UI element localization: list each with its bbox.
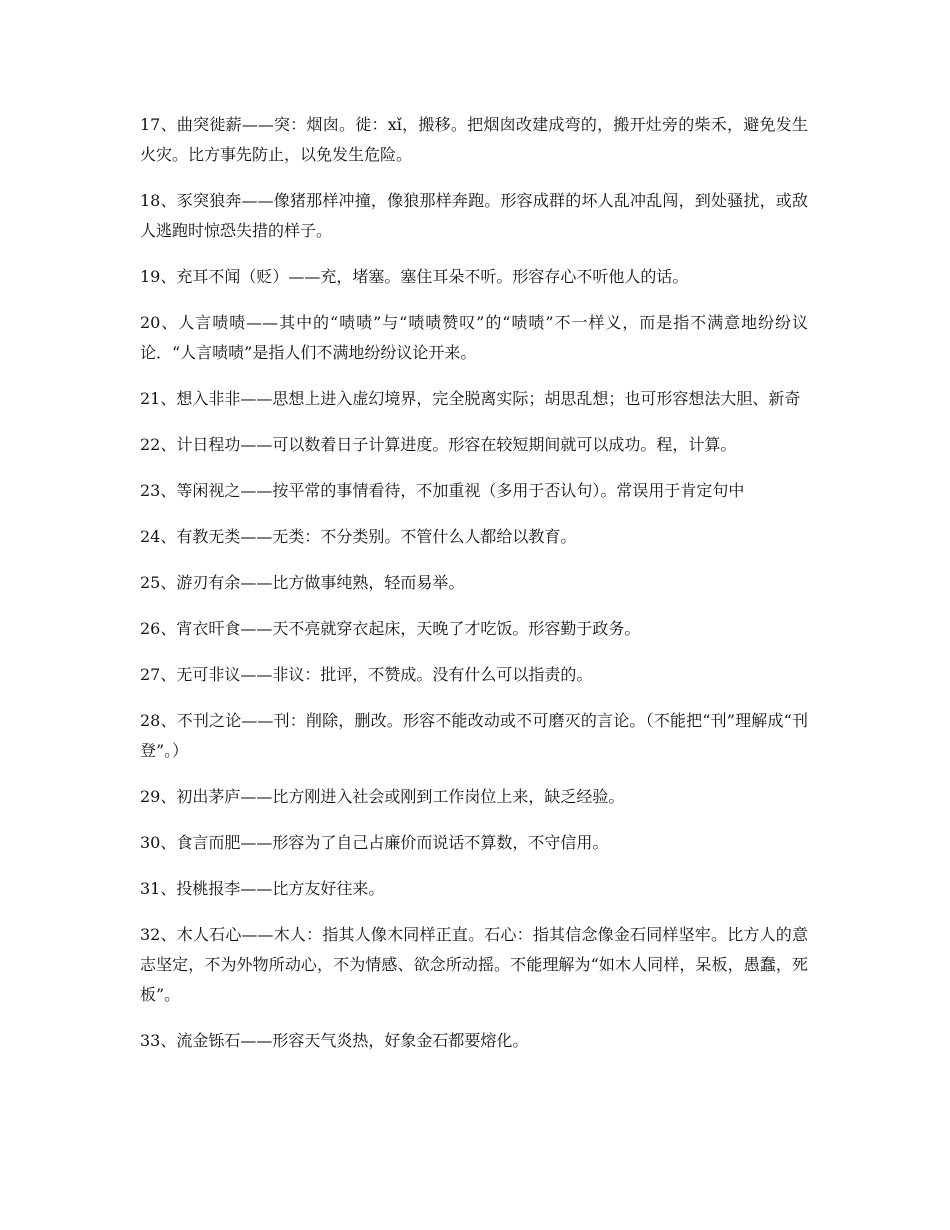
idiom-entry-32: 32、木人石心——木人：指其人像木同样正直。石心：指其信念像金石同样坚牢。比方人的意志坚定，不为外物所动心，不为情感、欲念所动摇。不能理解为“如木人同样，呆板，愚蠢，死板”。 [140,925,808,1004]
idiom-entry-26: 26、宵衣旰食——天不亮就穿衣起床，天晚了才吃饭。形容勤于政务。 [140,619,641,638]
document-body [140,110,808,1072]
idiom-entry-31: 31、投桃报李——比方友好往来。 [140,879,385,898]
idiom-entry-18: 18、豕突狼奔——像猪那样冲撞，像狼那样奔跑。形容成群的坏人乱冲乱闯，到处骚扰，或敌人逃跑时惊恐失措的样子。 [140,191,808,240]
idiom-entry-27: 27、无可非议——非议：批评，不赞成。没有什么可以指责的。 [140,665,593,684]
idiom-entry-19: 19、充耳不闻（贬）——充，堵塞。塞住耳朵不听。形容存心不听他人的话。 [140,267,689,286]
idiom-entry-25: 25、游刃有余——比方做事纯熟，轻而易举。 [140,573,465,592]
idiom-entry-29: 29、初出茅庐——比方刚进入社会或刚到工作岗位上来，缺乏经验。 [140,787,625,806]
idiom-entry-30: 30、食言而肥——形容为了自己占廉价而说话不算数，不守信用。 [140,833,609,852]
idiom-entry-17: 17、曲突徙薪——突：烟囱。徙：xǐ，搬移。把烟囱改建成弯的，搬开灶旁的柴禾，避免发生火灾。比方事先防止，以免发生危险。 [140,115,808,164]
idiom-entry-33: 33、流金铄石——形容天气炎热，好象金石都要熔化。 [140,1031,529,1050]
idiom-entry-24: 24、有教无类——无类：不分类别。不管什么人都给以教育。 [140,527,577,546]
idiom-entry-23: 23、等闲视之——按平常的事情看待，不加重视（多用于否认句）。常误用于肯定句中 [140,481,745,500]
idiom-entry-21: 21、想入非非——思想上进入虚幻境界，完全脱离实际；胡思乱想；也可形容想法大胆、新奇 [140,389,801,408]
idiom-entry-20: 20、人言啧啧——其中的“啧啧”与“啧啧赞叹”的“啧啧”不一样义，而是指不满意地纷纷议论．“人言啧啧”是指人们不满地纷纷议论开来。 [140,313,808,362]
idiom-entry-28: 28、不刊之论——刊：削除，删改。形容不能改动或不可磨灭的言论。（不能把“刊”理解成“刊登”。） [140,711,808,760]
idiom-entry-22: 22、计日程功——可以数着日子计算进度。形容在较短期间就可以成功。程，计算。 [140,435,737,454]
